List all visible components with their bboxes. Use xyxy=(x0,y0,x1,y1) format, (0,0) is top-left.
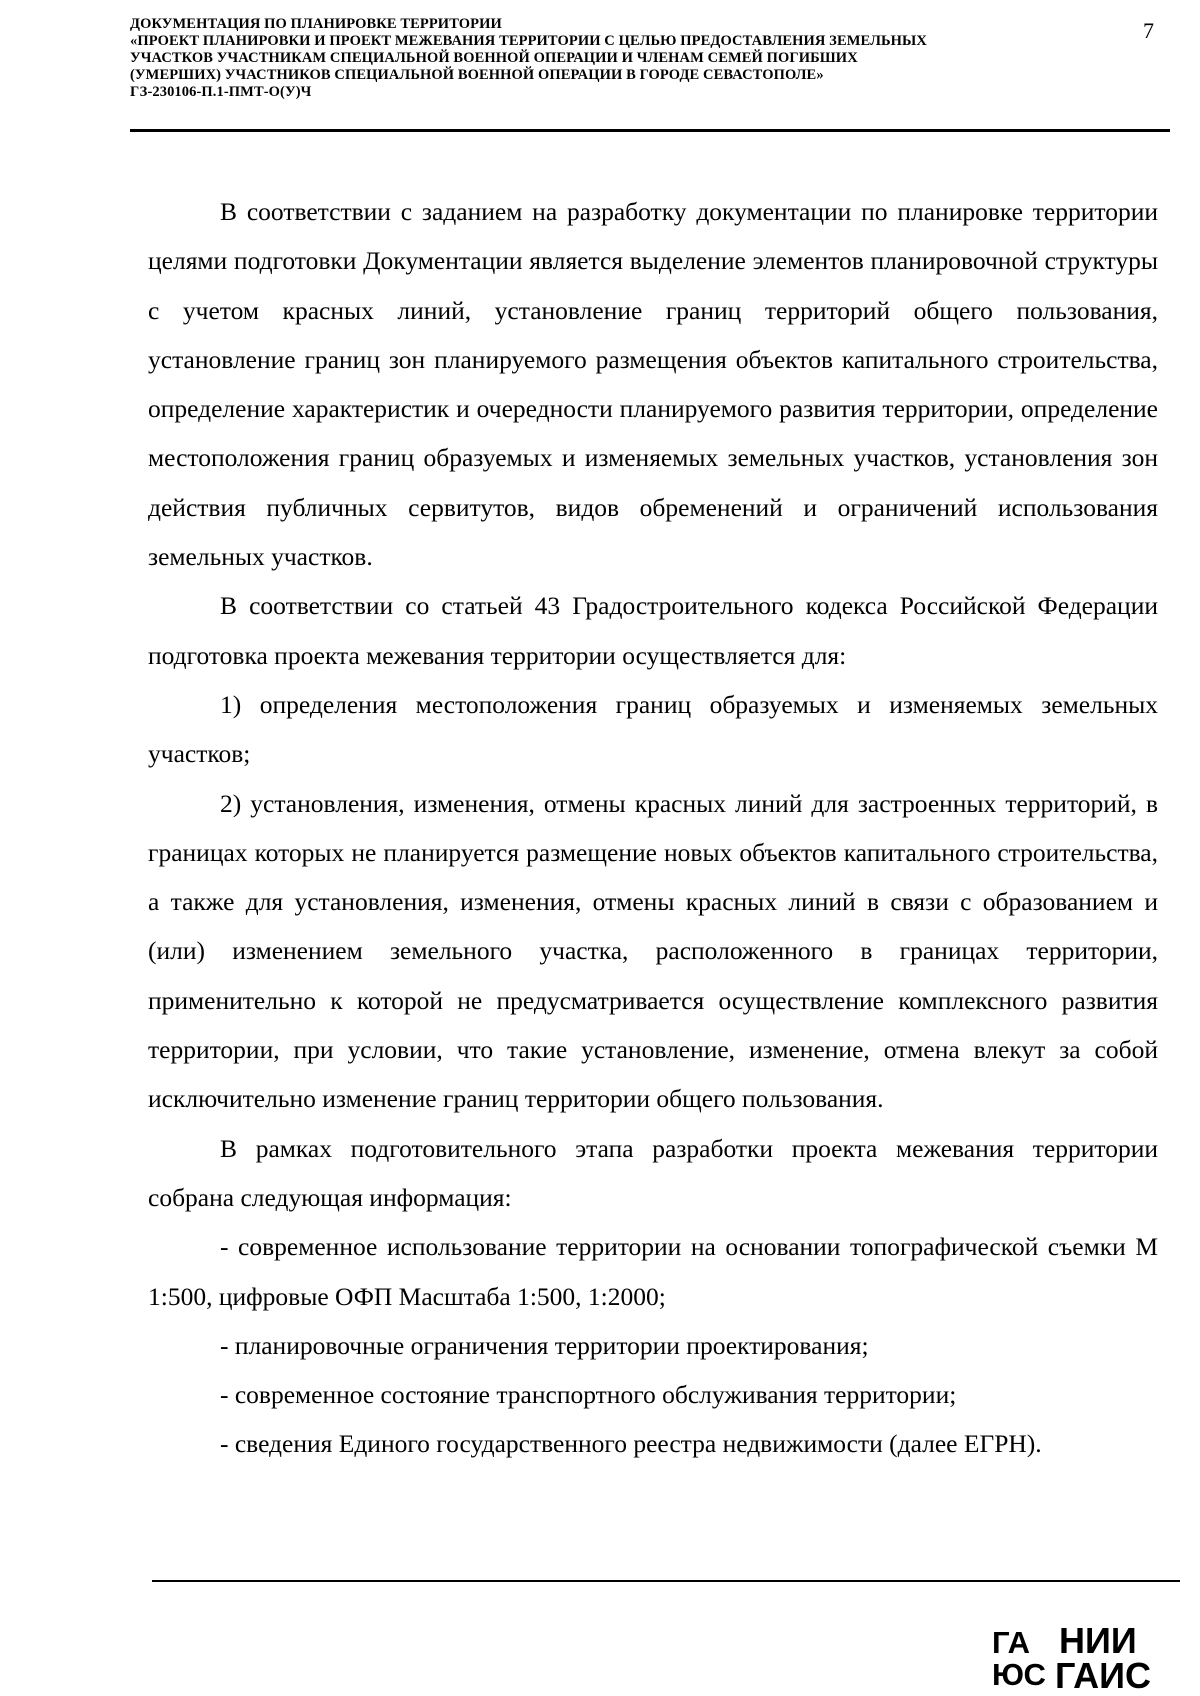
logo-mark-icon xyxy=(992,1625,1046,1689)
header-line-4: (УМЕРШИХ) УЧАСТНИКОВ СПЕЦИАЛЬНОЙ ВОЕННОЙ ОПЕРАЦИИ В ГОРОДЕ СЕВАСТОПОЛЕ» xyxy=(130,67,824,83)
logo-text-line1: НИИ xyxy=(1059,1623,1137,1661)
document-header xyxy=(130,16,1090,101)
paragraph-3: В рамках подготовительного этапа разработки проекта межевания территории собрана следующая информация: xyxy=(148,1133,1158,1212)
header-divider xyxy=(130,129,1170,132)
bullet-item-4: - сведения Единого государственного реестра недвижимости (далее ЕГРН). xyxy=(220,1429,1042,1459)
logo-mark-top: ГА xyxy=(992,1625,1031,1660)
header-line-3: УЧАСТКОВ УЧАСТНИКАМ СПЕЦИАЛЬНОЙ ВОЕННОЙ ОПЕРАЦИИ И ЧЛЕНАМ СЕМЕЙ ПОГИБШИХ xyxy=(130,50,858,66)
header-line-1: ДОКУМЕНТАЦИЯ ПО ПЛАНИРОВКЕ ТЕРРИТОРИИ xyxy=(130,16,502,32)
niigais-logo xyxy=(992,1623,1172,1689)
paragraph-1: В соответствии с заданием на разработку документации по планировке территории целями подготовки Документации является выделение элементов планировочной структуры с учетом красных линий, установление границ территорий общего пользования, установление границ зон планируемого размещения объектов капитального строительства, определение характеристик и очередности планируемого развития территории, определение местоположения границ образуемых и изменяемых земельных участков, установления зон действия публичных сервитутов, видов обременений и ограничений использования земельных участков. xyxy=(148,197,1158,572)
header-line-2: «ПРОЕКТ ПЛАНИРОВКИ И ПРОЕКТ МЕЖЕВАНИЯ ТЕРРИТОРИИ С ЦЕЛЬЮ ПРЕДОСТАВЛЕНИЯ ЗЕМЕЛЬНЫХ xyxy=(130,33,927,49)
paragraph-2: В соответствии со статьей 43 Градостроительного кодекса Российской Федерации подготовка проекта межевания территории осуществляется для: xyxy=(148,591,1158,670)
bullet-item-2: - планировочные ограничения территории проектирования; xyxy=(220,1330,869,1360)
page-number: 7 xyxy=(1143,18,1154,43)
bullet-item-1: - современное использование территории на основании топографической съемки М 1:500, цифровые ОФП Масштаба 1:500, 1:2000; xyxy=(148,1232,1158,1311)
document-code: ГЗ-230106-П.1-ПМТ-О(У)Ч xyxy=(130,84,312,100)
list-item-1: 1) определения местоположения границ образуемых и изменяемых земельных участков; xyxy=(148,689,1158,769)
footer-divider xyxy=(152,1580,1180,1582)
logo-text-line2: ГАИС xyxy=(1055,1655,1152,1689)
logo-mark-bottom: ЮС xyxy=(992,1657,1046,1689)
document-body xyxy=(148,187,1158,1469)
list-item-2: 2) установления, изменения, отмены красных линий для застроенных территорий, в границах которых не планируется размещение новых объектов капитального строительства, а также для установления, изменения, отмены красных линий в связи с образованием и (или) изменением земельного участка, расположенного в границах территории, применительно к которой не предусматривается осуществление комплексного развития территории, при условии, что такие установление, изменение, отмена влекут за собой исключительно изменение границ территории общего пользования. xyxy=(148,788,1158,1114)
bullet-item-3: - современное состояние транспортного обслуживания территории; xyxy=(220,1380,957,1410)
